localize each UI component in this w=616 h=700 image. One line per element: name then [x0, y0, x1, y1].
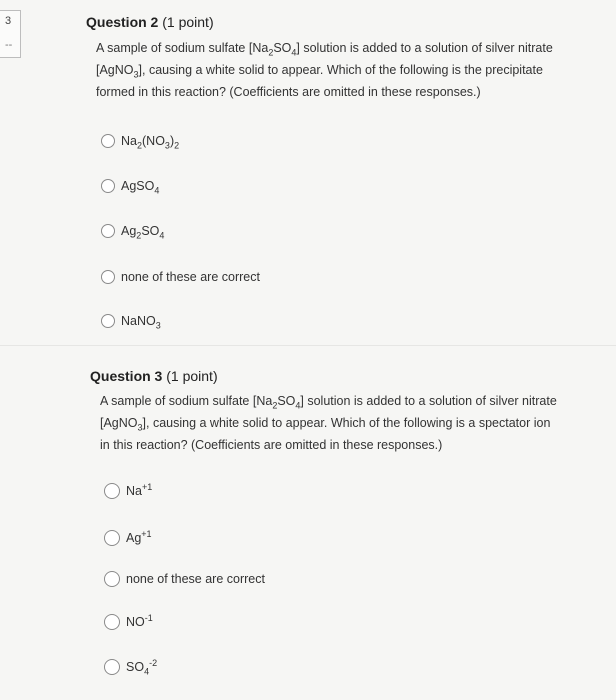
option-label: $Na_2(NO_3)_2$: [121, 134, 180, 151]
radio-button[interactable]: [104, 571, 120, 587]
question-2: [86, 14, 586, 103]
option-label: $Ag_2SO_4$: [121, 224, 165, 241]
option-label: none of these are correct: [126, 572, 265, 586]
radio-button[interactable]: [101, 224, 115, 238]
q3-option-none[interactable]: [104, 571, 265, 587]
option-label: $Ag^{+1}$: [126, 528, 152, 545]
q3-option-no[interactable]: [104, 614, 153, 630]
radio-button[interactable]: [104, 659, 120, 675]
q2-option-ag2so4[interactable]: [101, 224, 165, 241]
question-3: [90, 368, 590, 456]
q2-option-none[interactable]: [101, 270, 260, 284]
q2-option-na2no32[interactable]: [101, 134, 180, 151]
q3-option-so4[interactable]: [104, 659, 157, 675]
question-2-title: Question 2 (1 point): [86, 14, 214, 30]
question-3-title: Question 3 (1 point): [90, 368, 218, 384]
option-label: AgSO$_4$: [121, 179, 160, 196]
radio-button[interactable]: [101, 314, 115, 328]
question-number-box[interactable]: [0, 10, 21, 58]
option-label: $Na^{+1}$: [126, 481, 153, 498]
q3-option-ag[interactable]: [104, 530, 152, 546]
option-label: $NO^{-1}$: [126, 612, 153, 629]
answer-status: --: [5, 39, 13, 51]
radio-button[interactable]: [101, 270, 115, 284]
option-label: $SO_4^{-2}$: [126, 657, 158, 677]
question-3-text: A sample of sodium sulfate $[Na_2SO_4]$ solution is added to a solution of silver nitrate [AgNO$_3$], causing a white solid to appear. Which of the following is a spectator ion in this reaction? (Coefficients are omitted in these responses.): [100, 394, 557, 452]
option-label: none of these are correct: [121, 270, 260, 284]
radio-button[interactable]: [104, 483, 120, 499]
q2-option-nano3[interactable]: [101, 314, 161, 331]
option-label: NaNO$_3$: [121, 314, 161, 331]
q3-option-na[interactable]: [104, 483, 152, 499]
question-number: 3: [5, 15, 12, 27]
question-divider: [0, 345, 616, 346]
radio-button[interactable]: [101, 134, 115, 148]
radio-button[interactable]: [104, 614, 120, 630]
radio-button[interactable]: [101, 179, 115, 193]
radio-button[interactable]: [104, 530, 120, 546]
q2-option-agso4[interactable]: [101, 179, 160, 196]
question-2-text: A sample of sodium sulfate $[Na_2SO_4]$ solution is added to a solution of silver nitrate [AgNO$_3$], causing a white solid to appear. Which of the following is the precipitate formed in this reaction? (Coefficients are omitted in these responses.): [96, 41, 553, 99]
